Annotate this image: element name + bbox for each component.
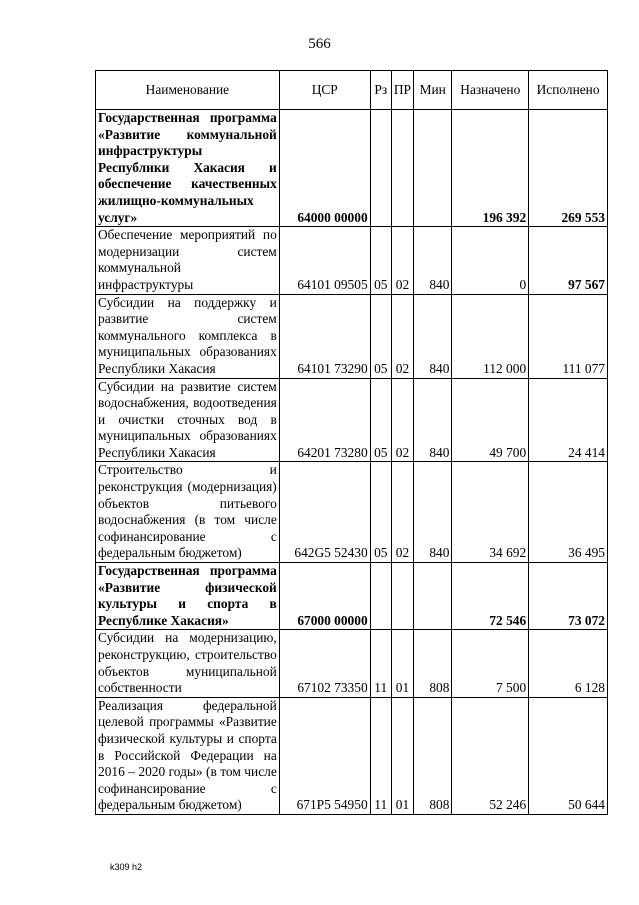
table-row [96, 110, 608, 227]
header-csr: ЦСР [279, 71, 370, 110]
row-csr: 64000 00000 [279, 110, 370, 227]
row-pr: 02 [391, 462, 413, 563]
row-executed: 97 567 [529, 227, 608, 294]
table-row [96, 563, 608, 630]
table-row [96, 378, 608, 462]
header-pr: ПР [391, 71, 413, 110]
row-rz: 11 [370, 630, 391, 697]
row-min: 840 [414, 294, 452, 378]
row-name: Реализация федеральной целевой программы «Развитие физической культуры и спорта в Российской Федерации на 2016 – 2020 годы» (в том числе софинансирование с федеральным бюджетом) [96, 697, 280, 814]
row-min: 840 [414, 462, 452, 563]
header-min: Мин [414, 71, 452, 110]
row-csr: 67102 73350 [279, 630, 370, 697]
row-assigned: 0 [452, 227, 529, 294]
header-executed: Исполнено [529, 71, 608, 110]
row-name: Субсидии на развитие систем водоснабжения, водоотведения и очистки сточных вод в муниципальных образованиях Республики Хакасия [96, 378, 280, 462]
row-pr: 02 [391, 227, 413, 294]
row-name: Субсидии на поддержку и развитие систем коммунального комплекса в муниципальных образованиях Республики Хакасия [96, 294, 280, 378]
page-number: 566 [308, 36, 331, 52]
row-executed: 6 128 [529, 630, 608, 697]
row-min: 808 [414, 630, 452, 697]
row-csr: 64201 73280 [279, 378, 370, 462]
row-min: 840 [414, 378, 452, 462]
row-pr: 02 [391, 294, 413, 378]
table-row [96, 227, 608, 294]
row-assigned: 112 000 [452, 294, 529, 378]
table-row [96, 462, 608, 563]
row-pr: 02 [391, 378, 413, 462]
row-min [414, 110, 452, 227]
row-assigned: 52 246 [452, 697, 529, 814]
row-rz: 05 [370, 378, 391, 462]
row-csr: 642G5 52430 [279, 462, 370, 563]
row-rz: 05 [370, 462, 391, 563]
row-assigned: 49 700 [452, 378, 529, 462]
header-rz: Рз [370, 71, 391, 110]
row-rz: 11 [370, 697, 391, 814]
header-name: Наименование [96, 71, 280, 110]
row-name: Государственная программа «Развитие физической культуры и спорта в Республике Хакасия» [96, 563, 280, 630]
row-executed: 111 077 [529, 294, 608, 378]
row-pr: 01 [391, 630, 413, 697]
row-csr: 64101 09505 [279, 227, 370, 294]
budget-table [95, 70, 608, 815]
row-assigned: 72 546 [452, 563, 529, 630]
row-csr: 64101 73290 [279, 294, 370, 378]
row-executed: 36 495 [529, 462, 608, 563]
footer-code: k309 h2 [110, 862, 143, 872]
row-rz: 05 [370, 227, 391, 294]
row-name: Строительство и реконструкция (модернизация) объектов питьевого водоснабжения (в том числе софинансирование с федеральным бюджетом) [96, 462, 280, 563]
row-assigned: 34 692 [452, 462, 529, 563]
table-row [96, 294, 608, 378]
row-executed: 24 414 [529, 378, 608, 462]
row-name: Субсидии на модернизацию, реконструкцию, строительство объектов муниципальной собственности [96, 630, 280, 697]
row-min: 840 [414, 227, 452, 294]
header-row [96, 71, 608, 110]
row-rz [370, 110, 391, 227]
row-assigned: 7 500 [452, 630, 529, 697]
row-pr [391, 110, 413, 227]
row-csr: 671P5 54950 [279, 697, 370, 814]
row-min: 808 [414, 697, 452, 814]
table-row [96, 630, 608, 697]
row-assigned: 196 392 [452, 110, 529, 227]
row-executed: 50 644 [529, 697, 608, 814]
row-executed: 269 553 [529, 110, 608, 227]
row-rz [370, 563, 391, 630]
row-pr [391, 563, 413, 630]
row-name: Обеспечение мероприятий по модернизации систем коммунальной инфраструктуры [96, 227, 280, 294]
row-executed: 73 072 [529, 563, 608, 630]
row-rz: 05 [370, 294, 391, 378]
row-min [414, 563, 452, 630]
row-name: Государственная программа «Развитие коммунальной инфраструктуры Республики Хакасия и обеспечение качественных жилищно-коммунальных услуг» [96, 110, 280, 227]
row-csr: 67000 00000 [279, 563, 370, 630]
table-row [96, 697, 608, 814]
row-pr: 01 [391, 697, 413, 814]
header-assigned: Назначено [452, 71, 529, 110]
